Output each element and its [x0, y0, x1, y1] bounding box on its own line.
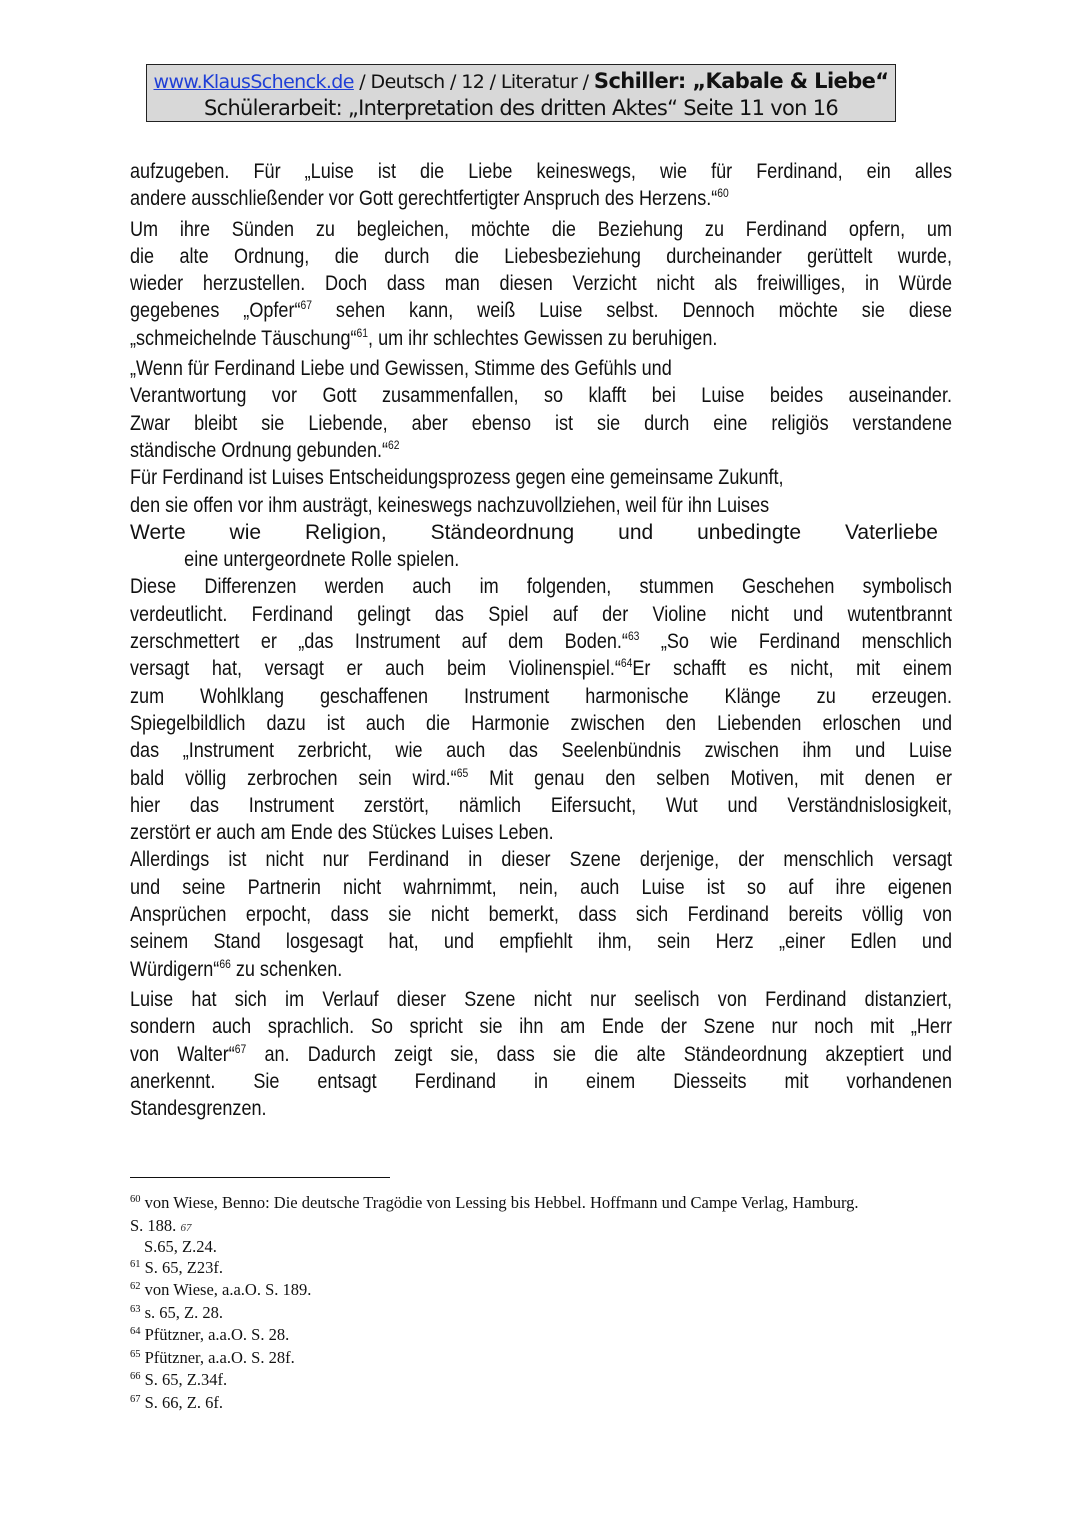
footnote-stray-number: 67: [180, 1221, 192, 1234]
text-line: [130, 382, 952, 409]
footnote-number: 60: [130, 1194, 141, 1205]
text-line: [130, 737, 952, 764]
paragraph: [130, 986, 952, 1122]
header-breadcrumb: [147, 68, 895, 95]
text-segment: zu schenken.: [230, 957, 343, 981]
footnote-number: 65: [130, 1348, 141, 1360]
text-segment: das „Instrument zerbricht, wie auch das Seelenbündnis zwischen ihm und Luise: [130, 739, 952, 763]
word: unbedingte: [697, 520, 802, 544]
paragraph: [130, 464, 952, 573]
paragraph: [130, 158, 952, 213]
text-segment: Zwar bleibt sie Liebende, aber ebenso ist sie durch eine religiös verstandene: [130, 411, 952, 435]
text-segment: Um ihre Sünden zu begleichen, möchte die Beziehung zu Ferdinand opfern, um: [130, 217, 952, 241]
footnote-text: S. 65, Z.34f.: [144, 1370, 228, 1389]
text-line: [130, 792, 952, 819]
footnote-item: [130, 1279, 960, 1302]
header-subtitle: Schülerarbeit: „Interpretation des dritten Aktes“ Seite 11 von 16: [203, 96, 839, 120]
paragraph: [130, 355, 952, 464]
text-segment: Mit genau den selben Motiven, mit denen er: [468, 766, 952, 790]
text-segment: Für Ferdinand ist Luises Entscheidungsprozess gegen eine gemeinsame Zukunft,: [130, 466, 784, 490]
text-line: [130, 437, 952, 464]
text-line: [130, 819, 952, 846]
footnote-item: [130, 1257, 960, 1280]
text-line: [130, 519, 938, 546]
footnote-number: 61: [130, 1258, 141, 1270]
text-line: [130, 492, 952, 519]
text-segment: an. Dadurch zeigt sie, dass sie die alte Ständeordnung akzeptiert und: [246, 1042, 952, 1066]
footnote-text: Pfützner, a.a.O. S. 28.: [144, 1325, 290, 1344]
text-segment: „schmeichelnde Täuschung“: [130, 326, 357, 350]
text-segment: hier das Instrument zerstört, nämlich Eifersucht, Wut und Verständnislosigkeit,: [130, 793, 952, 817]
footnote-item: [130, 1236, 960, 1257]
footnote-ref[interactable]: 61: [356, 325, 369, 340]
text-segment: die alte Ordnung, die durch die Liebesbeziehung durcheinander gerüttelt wurde,: [130, 244, 952, 268]
text-segment: „Wenn für Ferdinand Liebe und Gewissen, Stimme des Gefühls und: [130, 357, 672, 381]
text-segment: aufzugeben. Für „Luise ist die Liebe keineswegs, wie für Ferdinand, ein alles: [130, 160, 952, 183]
text-line: [130, 628, 952, 655]
word: Werte: [130, 520, 186, 544]
footnote-item: [130, 1192, 960, 1215]
text-segment: den sie offen vor ihm austrägt, keineswegs nachzuvollziehen, weil für ihn Luises: [130, 493, 770, 517]
text-segment: seinem Stand losgesagt hat, und empfiehlt ihm, sein Herz „einer Edlen und: [130, 930, 952, 954]
text-line: [130, 1068, 952, 1095]
text-segment: Diese Differenzen werden auch im folgenden, stummen Geschehen symbolisch: [130, 575, 952, 599]
paragraph: [130, 573, 952, 846]
text-segment: Ansprüchen erpocht, dass sie nicht bemerkt, dass sich Ferdinand bereits völlig von: [130, 903, 952, 927]
footnote-ref[interactable]: 67: [234, 1041, 247, 1056]
text-segment: Er schafft es nicht, mit einem: [632, 657, 952, 681]
footnote-text: S. 65, Z23f.: [144, 1257, 223, 1277]
text-segment: , um ihr schlechtes Gewissen zu beruhigen.: [368, 326, 718, 350]
footnote-separator: [130, 1177, 390, 1178]
text-segment: versagt hat, versagt er auch beim Violinenspiel.“: [130, 657, 621, 681]
footnote-item: [130, 1324, 960, 1347]
text-segment: Spiegelbildlich dazu ist auch die Harmonie zwischen den Liebenden erloschen und: [130, 711, 952, 735]
text-segment: anerkennt. Sie entsagt Ferdinand in einem Diesseits mit vorhandenen: [130, 1069, 952, 1093]
footnote-text: Pfützner, a.a.O. S. 28f.: [144, 1347, 295, 1367]
footnote-number: 67: [130, 1393, 141, 1405]
footnote-number: 64: [130, 1326, 141, 1337]
footnote-number: 63: [130, 1303, 141, 1315]
text-line: [130, 956, 952, 983]
footnote-text: von Wiese, Benno: Die deutsche Tragödie von Lessing bis Hebbel. Hoffmann und Campe Verlag, Hamburg.: [144, 1193, 859, 1212]
text-segment: andere ausschließender vor Gott gerechtfertigter Anspruch des Herzens.“: [130, 187, 718, 211]
footnote-item: [130, 1369, 960, 1392]
footnote-number: 66: [130, 1371, 141, 1382]
text-segment: sehen kann, weiß Luise selbst. Dennoch möchte sie diese: [311, 299, 952, 323]
text-segment: und seine Partnerin nicht wahrnimmt, nein, auch Luise ist so auf ihre eigenen: [130, 875, 952, 899]
text-line: [130, 546, 1006, 573]
footnote-ref[interactable]: 67: [300, 298, 312, 313]
text-segment: verdeutlicht. Ferdinand gelingt das Spiel auf der Violine nicht und wutentbrannt: [130, 602, 952, 626]
footnote-item: [130, 1347, 960, 1370]
text-segment: zerstört er auch am Ende des Stückes Luises Leben.: [130, 821, 554, 845]
footnote-ref[interactable]: 63: [627, 629, 640, 644]
text-line: [130, 464, 952, 491]
text-segment: ständische Ordnung gebunden.“: [130, 438, 389, 462]
text-segment: bald völlig zerbrochen sein wird.“: [130, 766, 457, 790]
text-line: [130, 710, 952, 737]
footnote-ref[interactable]: 65: [456, 765, 469, 780]
footnote-item: [130, 1302, 960, 1325]
text-line: [130, 986, 952, 1013]
text-line: [130, 410, 952, 437]
breadcrumb-path: / Deutsch / 12 / Literatur /: [353, 71, 594, 93]
footnote-ref[interactable]: 60: [717, 186, 729, 201]
footnote-item: [130, 1392, 960, 1415]
text-line: [130, 901, 952, 928]
page-header: [146, 64, 896, 122]
text-segment: zum Wohlklang geschaffenen Instrument harmonische Klänge zu erzeugen.: [130, 684, 952, 708]
text-segment: wieder herzustellen. Doch dass man diesen Verzicht nicht als freiwilliges, in Würde: [130, 272, 952, 296]
text-line: [130, 325, 952, 352]
text-segment: gegebenes „Opfer“: [130, 299, 301, 323]
footnote-item: [130, 1215, 960, 1236]
footnote-ref[interactable]: 62: [388, 437, 400, 452]
word: wie: [229, 520, 262, 544]
footnote-text: S. 188.: [130, 1215, 177, 1235]
text-segment: Standesgrenzen.: [130, 1097, 267, 1121]
text-line: [130, 185, 952, 212]
text-line: [130, 683, 952, 710]
text-line: [130, 158, 952, 185]
text-line: [130, 655, 952, 682]
footnote-text: von Wiese, a.a.O. S. 189.: [144, 1280, 312, 1299]
footnote-number: 62: [130, 1281, 141, 1292]
text-segment: eine untergeordnete Rolle spielen.: [184, 548, 460, 572]
document-title: Schiller: „Kabale & Liebe“: [593, 69, 889, 93]
paragraph: [130, 846, 952, 982]
text-line: [130, 846, 952, 873]
footnote-text: S. 66, Z. 6f.: [144, 1392, 223, 1412]
text-line: [130, 1013, 952, 1040]
footnote-ref[interactable]: 64: [620, 656, 633, 671]
text-segment: sondern auch sprachlich. So spricht sie ihn am Ende der Szene nur noch mit „Herr: [130, 1015, 952, 1039]
text-line: [130, 573, 952, 600]
text-segment: von Walter“: [130, 1042, 235, 1066]
text-line: [130, 765, 952, 792]
text-line: [130, 270, 952, 297]
footnotes: [130, 1192, 960, 1414]
text-segment: Allerdings ist nicht nur Ferdinand in dieser Szene derjenige, der menschlich versagt: [130, 848, 952, 872]
paragraph: [130, 216, 952, 352]
word: Religion,: [304, 520, 387, 544]
site-link[interactable]: www.KlausSchenck.de: [153, 71, 354, 93]
text-segment: zerschmettert er „das Instrument auf dem Boden.“: [130, 630, 628, 654]
text-line: [130, 216, 952, 243]
word: und: [618, 520, 654, 544]
text-segment: „So wie Ferdinand menschlich: [639, 630, 952, 654]
word: Vaterliebe: [844, 520, 938, 544]
document-body: [130, 158, 952, 1122]
text-line: [130, 1095, 952, 1122]
footnote-text: S.65, Z.24.: [144, 1236, 217, 1256]
text-line: [130, 928, 952, 955]
word: Ständeordnung: [430, 520, 575, 544]
footnote-text: s. 65, Z. 28.: [144, 1302, 223, 1322]
text-segment: Würdigern“: [130, 957, 220, 981]
text-line: [130, 355, 952, 382]
text-segment: Verantwortung vor Gott zusammenfallen, so klafft bei Luise beides auseinander.: [130, 384, 952, 408]
text-line: [130, 297, 952, 324]
text-line: [130, 601, 952, 628]
footnote-ref[interactable]: 66: [219, 956, 231, 971]
text-line: [130, 874, 952, 901]
text-line: [130, 1041, 952, 1068]
text-line: [130, 243, 952, 270]
text-segment: Luise hat sich im Verlauf dieser Szene nicht nur seelisch von Ferdinand distanziert,: [130, 987, 952, 1011]
